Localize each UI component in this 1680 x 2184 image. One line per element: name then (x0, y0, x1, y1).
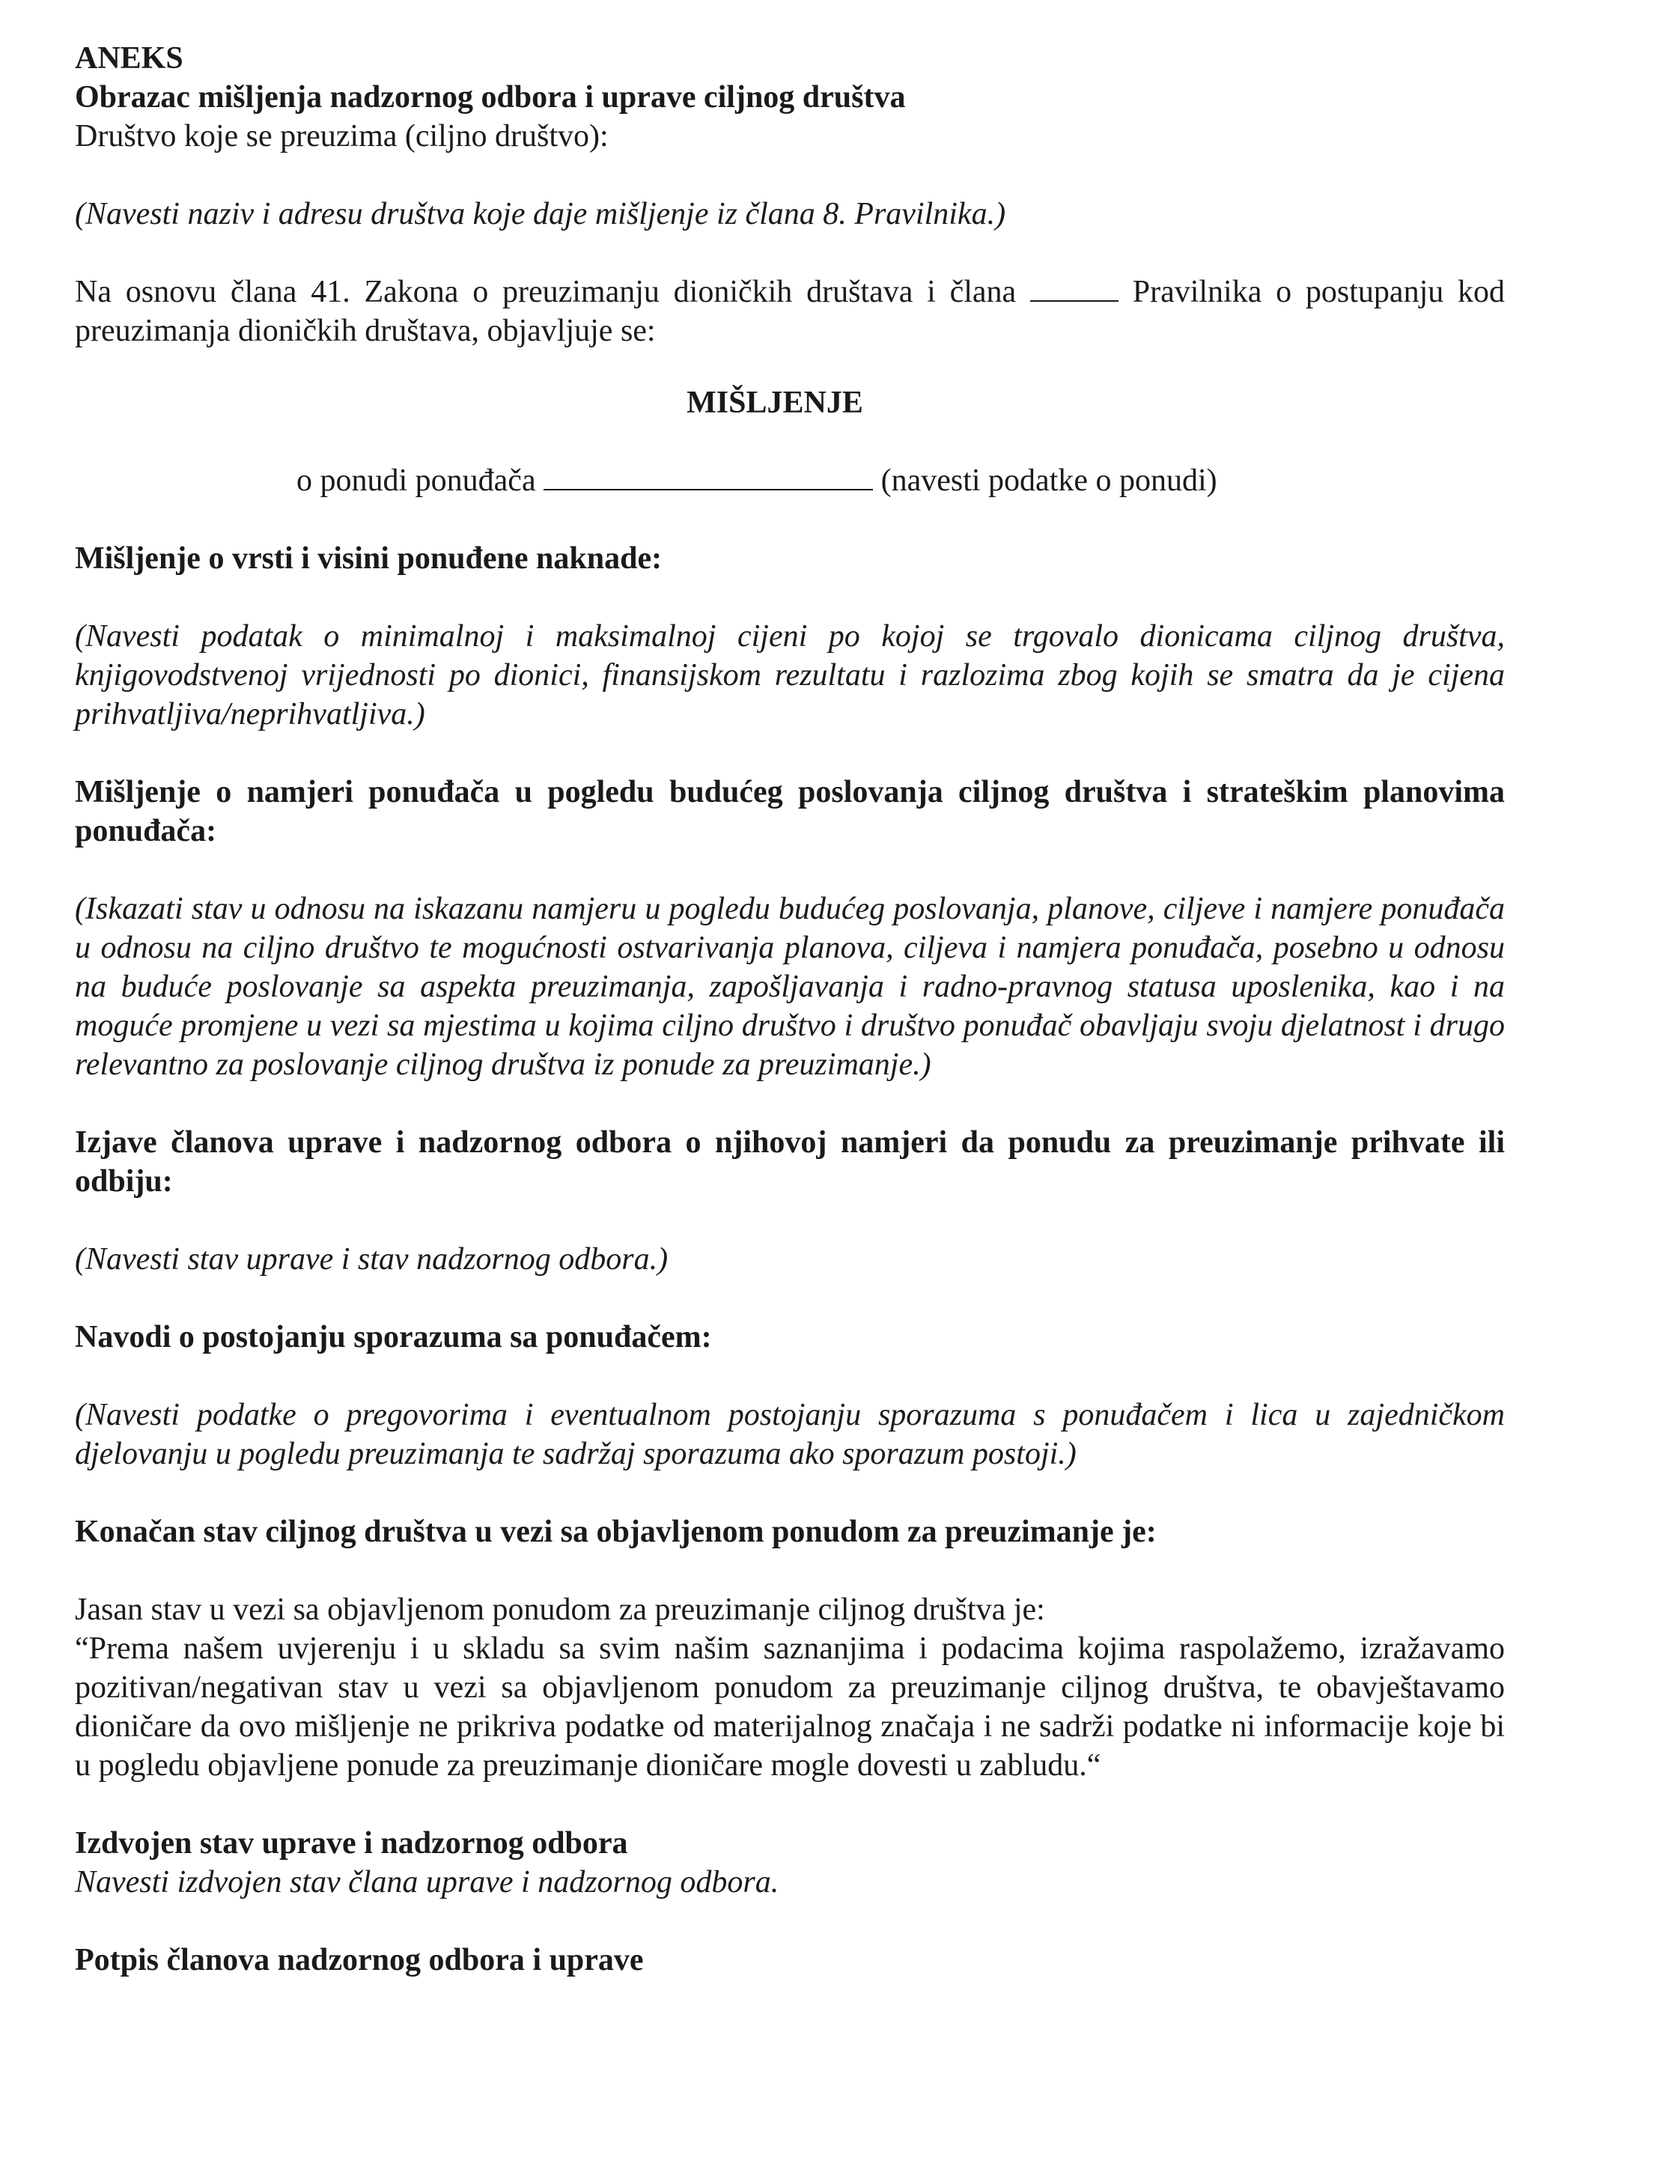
offer-line-after: (navesti podatke o ponudi) (880, 463, 1217, 498)
article-number-blank[interactable] (1030, 273, 1119, 302)
section-3-hint: (Navesti stav uprave i stav nadzornog odbora.) (75, 1242, 669, 1277)
section-1-hint: (Navesti podatak o minimalnoj i maksimalnoj cijeni po kojoj se trgovalo dionicama ciljnog društva, knjigovodstvenoj vrijednosti po dionici, finansijskom rezultatu i razlozima zbog kojih se smatra da je cijena prihvatljiva/neprihvatljiva.) (75, 619, 1505, 731)
document-body (75, 39, 1505, 1980)
final-intro: Jasan stav u vezi sa objavljenom ponudom za preuzimanje ciljnog društva je: (75, 1593, 1045, 1627)
aneks-label: ANEKS (75, 41, 183, 76)
separate-heading: Izdvojen stav uprave i nadzornog odbora (75, 1826, 628, 1861)
intro-paragraph (75, 273, 1505, 350)
signature-label: Potpis članova nadzornog odbora i uprave (75, 1943, 644, 1977)
target-company-label: Društvo koje se preuzima (ciljno društvo): (75, 119, 609, 153)
form-title: Obrazac mišljenja nadzornog odbora i uprave ciljnog društva (75, 80, 906, 115)
offer-line-before: o ponudi ponuđača (296, 463, 536, 498)
final-heading: Konačan stav ciljnog društva u vezi sa objavljenom ponudom za preuzimanje je: (75, 1515, 1157, 1549)
intro-part1: Na osnovu člana 41. Zakona o preuzimanju dioničkih društava i člana (75, 275, 1017, 309)
section-2-heading: Mišljenje o namjeri ponuđača u pogledu budućeg poslovanja ciljnog društva i strateškim planovima ponuđača: (75, 775, 1505, 848)
section-2-hint: (Iskazati stav u odnosu na iskazanu namjeru u pogledu budućeg poslovanja, planove, ciljeve i namjere ponuđača u odnosu na ciljno društvo te mogućnosti ostvarivanja planova, ciljeva i namjera ponuđača, posebno u odnosu na buduće poslovanje sa aspekta preuzimanja, zapošljavanja i radno-pravnog statusa uposlenika, kao i na moguće promjene u vezi sa mjestima u kojima ciljno društvo i društvo ponuđač obavljaju svoju djelatnost i drugo relevantno za poslovanje ciljnog društva iz ponude za preuzimanje.) (75, 892, 1505, 1082)
separate-hint: Navesti izdvojen stav člana uprave i nadzornog odbora. (75, 1865, 779, 1899)
offeror-blank[interactable] (544, 462, 873, 490)
target-company-hint: (Navesti naziv i adresu društva koje daje mišljenje iz člana 8. Pravilnika.) (75, 197, 1006, 231)
intro-part2: Pravilnika o postupanju kod preuzimanja dioničkih društava, objavljuje se: (75, 275, 1506, 348)
section-3-heading: Izjave članova uprave i nadzornog odbora o njihovoj namjeri da ponudu za preuzimanje prihvate ili odbiju: (75, 1125, 1505, 1199)
opinion-title: MIŠLJENJE (687, 386, 863, 420)
final-quote: “Prema našem uvjerenju i u skladu sa svim našim saznanjima i podacima kojima raspolažemo, izražavamo pozitivan/negativan stav u vezi sa objavljenom ponudom za preuzimanje ciljnog društva, te obavještavamo dioničare da ovo mišljenje ne prikriva podatke od materijalnog značaja i ne sadrži podatke ni informacije koje bi u pogledu objavljene ponude za preuzimanje dioničare mogle dovesti u zabludu.“ (75, 1631, 1505, 1783)
section-1-heading: Mišljenje o vrsti i visini ponuđene naknade: (75, 541, 663, 576)
section-4-hint: (Navesti podatke o pregovorima i eventualnom postojanju sporazuma s ponuđačem i lica u zajedničkom djelovanju u pogledu preuzimanja te sadržaj sporazuma ako sporazum postoji.) (75, 1398, 1505, 1471)
section-4-heading: Navodi o postojanju sporazuma sa ponuđačem: (75, 1320, 712, 1354)
offer-line (75, 461, 1505, 500)
